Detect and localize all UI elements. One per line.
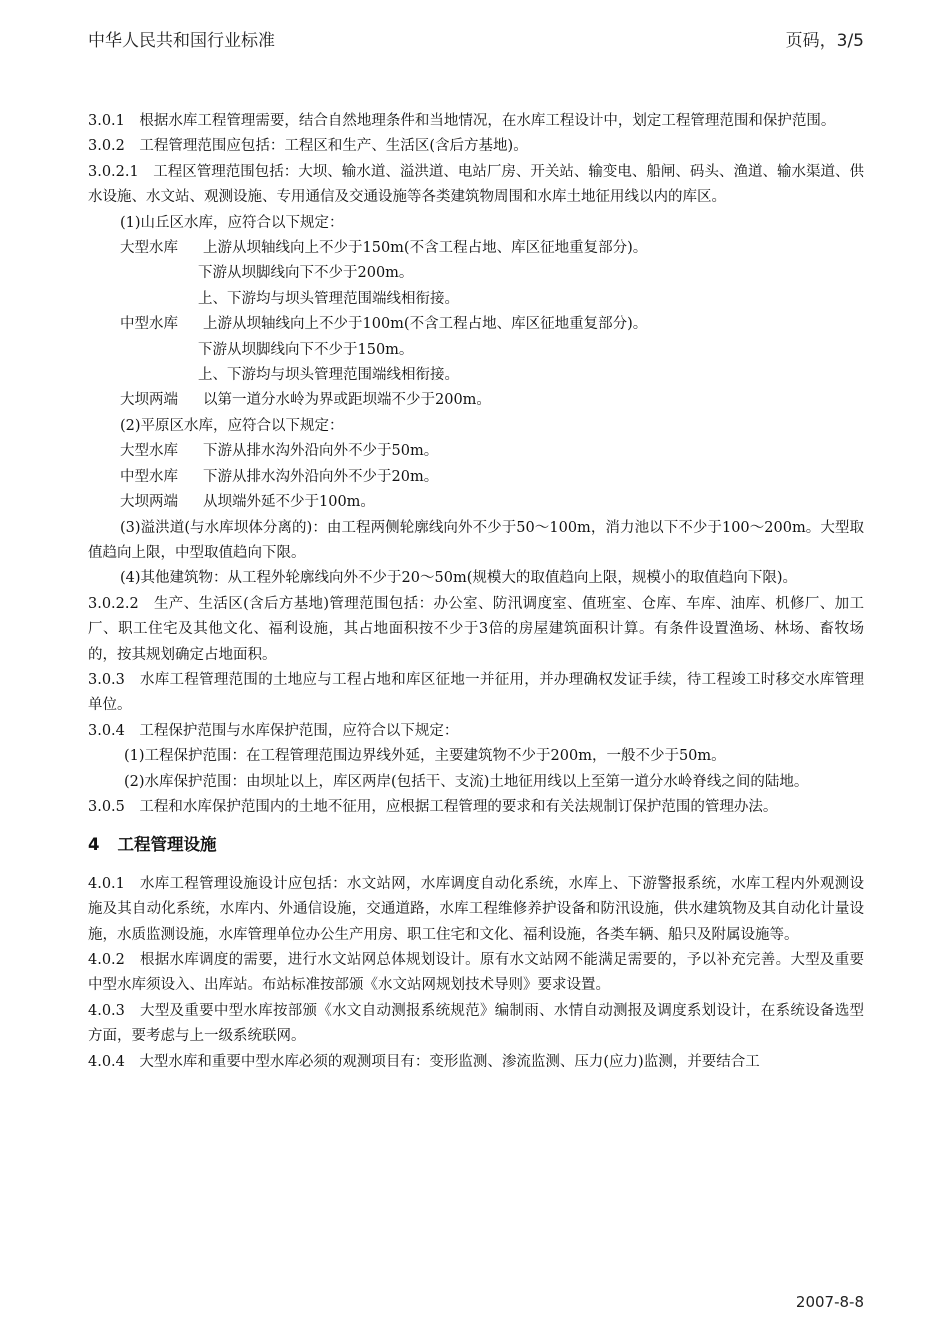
hill-medium-line-1: 上游从坝轴线向上不少于100m(不含工程占地、库区征地重复部分)。 [203,316,648,333]
hill-medium-row [88,312,864,337]
plain-large-line-1: 下游从排水沟外沿向外不少于50m。 [203,443,439,460]
other-structures-clause: (4)其他建筑物：从工程外轮廓线向外不少于20～50m(规模大的取值趋向上限，规模小的取值趋向下限)。 [120,570,798,587]
hill-dam-label: 大坝两端 [120,392,178,409]
spillway-clause: (3)溢洪道(与水库坝体分离的)：由工程两侧轮廓线向外不少于50～100m，消力池以下不少于100～200m。大型取值趋向上限，中型取值趋向下限。 [88,519,864,561]
clause-3-0-4: 3.0.4 工程保护范围与水库保护范围，应符合以下规定： [88,722,459,739]
hill-large-label: 大型水库 [120,240,178,257]
clause-4-0-3: 4.0.3 大型及重要中型水库按部颁《水文自动测报系统规范》编制雨、水情自动测报及调度系划设计，在系统设备选型方面，要考虑与上一级系统联网。 [88,1002,864,1045]
page-number: 页码，3/5 [785,31,864,51]
footer-date: 2007-8-8 [795,1293,864,1311]
hill-large-line-3: 上、下游均与坝头管理范围端线相衔接。 [198,290,459,307]
section-4-heading [88,832,864,857]
clause-3-0-4-item-2: (2)水库保护范围：由坝址以上，库区两岸(包括干、支流)土地征用线以上至第一道分水岭脊线之间的陆地。 [124,773,809,790]
plain-large-label: 大型水库 [120,443,178,460]
clause-4-0-4: 4.0.4 大型水库和重要中型水库必须的观测项目有：变形监测、渗流监测、压力(应力)监测，并要结合工 [88,1053,760,1070]
plain-dam-label: 大坝两端 [120,494,178,511]
clause-3-0-2: 3.0.2 工程管理范围应包括：工程区和生产、生活区(含后方基地)。 [88,138,528,155]
hill-area-title: (1)山丘区水库，应符合以下规定： [120,214,344,231]
hill-large-line-2: 下游从坝脚线向下不少于200m。 [198,265,414,282]
section-title: 工程管理设施 [117,835,217,855]
hill-medium-line-3: 上、下游均与坝头管理范围端线相衔接。 [198,367,459,384]
section-number: 4 [88,835,100,855]
plain-area-title: (2)平原区水库，应符合以下规定： [120,417,344,434]
plain-large-row [88,439,864,464]
plain-medium-line-1: 下游从排水沟外沿向外不少于20m。 [203,468,439,485]
clause-3-0-5: 3.0.5 工程和水库保护范围内的土地不征用，应根据工程管理的要求和有关法规制订保护范围的管理办法。 [88,798,778,815]
clause-3-0-1: 3.0.1 根据水库工程管理需要，结合自然地理条件和当地情况，在水库工程设计中，划定工程管理范围和保护范围。 [88,113,836,129]
clause-4-0-2: 4.0.2 根据水库调度的需要，进行水文站网总体规划设计。原有水文站网不能满足需要的，予以补充完善。大型及重要中型水库须设入、出库站。布站标准按部颁《水文站网规划技术导则》要求设置。 [88,952,864,994]
clause-4-0-1: 4.0.1 水库工程管理设施设计应包括：水文站网，水库调度自动化系统，水库上、下游警报系统，水库工程内外观测设施及其自动化系统，水库内、外通信设施，交通道路，水库工程维修养护设备和防汛设施，供水建筑物及其自动化计量设施，水质监测设施，水库管理单位办公生产用房、职工住宅和文化、福利设施，各类车辆、船只及附属设施等。 [88,875,864,943]
clause-3-0-4-item-1: (1)工程保护范围：在工程管理范围边界线外延，主要建筑物不少于200m，一般不少于50m。 [124,748,726,765]
hill-large-line-1: 上游从坝轴线向上不少于150m(不含工程占地、库区征地重复部分)。 [203,240,648,257]
plain-dam-row [88,490,864,515]
plain-medium-row [88,465,864,490]
clause-3-0-2-1: 3.0.2.1 工程区管理范围包括：大坝、输水道、溢洪道、电站厂房、开关站、输变电、船闸、码头、渔道、输水渠道、供水设施、水文站、观测设施、专用通信及交通设施等各类建筑物周围和水库土地征用线以内的库区。 [88,163,864,206]
plain-medium-label: 中型水库 [120,468,178,485]
hill-dam-line-1: 以第一道分水岭为界或距坝端不少于200m。 [203,392,491,409]
document-body [88,109,864,1075]
header-title: 中华人民共和国行业标准 [88,31,275,51]
plain-dam-line-1: 从坝端外延不少于100m。 [203,494,375,511]
hill-medium-label: 中型水库 [120,316,178,333]
clause-3-0-2-2: 3.0.2.2 生产、生活区(含后方基地)管理范围包括：办公室、防汛调度室、值班室、仓库、车库、油库、机修厂、加工厂、职工住宅及其他文化、福利设施，其占地面积按不少于3倍的房屋建筑面积计算。有条件设置渔场、林场、畜牧场的，按其规划确定占地面积。 [88,595,864,663]
hill-dam-row [88,388,864,413]
clause-3-0-3: 3.0.3 水库工程管理范围的土地应与工程占地和库区征地一并征用，并办理确权发证手续，待工程竣工时移交水库管理单位。 [88,671,864,714]
hill-large-row [88,236,864,261]
hill-medium-line-2: 下游从坝脚线向下不少于150m。 [198,341,414,358]
